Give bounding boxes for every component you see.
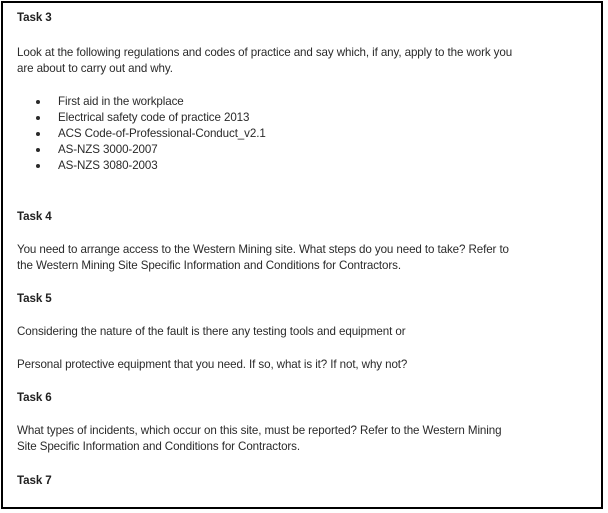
bullet-dot-icon (36, 100, 40, 104)
list-item (17, 94, 577, 110)
bullet-text: Electrical safety code of practice 2013 (58, 111, 250, 124)
task7-heading: Task 7 (17, 474, 52, 487)
bullet-dot-icon (36, 116, 40, 120)
list-item (17, 126, 577, 142)
task4-paragraph-line2: the Western Mining Site Specific Information and Conditions for Contractors. (17, 259, 401, 272)
task3-paragraph-line2: are about to carry out and why. (17, 62, 173, 75)
task3-bullet-list (17, 94, 577, 174)
task3-heading: Task 3 (17, 11, 52, 24)
bullet-text: First aid in the workplace (58, 95, 184, 108)
task5-paragraph1: Considering the nature of the fault is there any testing tools and equipment or (17, 325, 406, 338)
bullet-dot-icon (36, 132, 40, 136)
task6-heading: Task 6 (17, 391, 52, 404)
bullet-text: ACS Code-of-Professional-Conduct_v2.1 (58, 127, 266, 140)
list-item (17, 110, 577, 126)
task5-heading: Task 5 (17, 292, 52, 305)
task5-paragraph2: Personal protective equipment that you need. If so, what is it? If not, why not? (17, 358, 408, 371)
task4-heading: Task 4 (17, 210, 52, 223)
list-item (17, 158, 577, 174)
bullet-dot-icon (36, 164, 40, 168)
list-item (17, 142, 577, 158)
task6-paragraph-line2: Site Specific Information and Conditions for Contractors. (17, 440, 300, 453)
bullet-text: AS-NZS 3080-2003 (58, 159, 158, 172)
task4-paragraph-line1: You need to arrange access to the Western Mining site. What steps do you need to take? Refer to (17, 243, 509, 256)
task6-paragraph-line1: What types of incidents, which occur on this site, must be reported? Refer to the Western Mining (17, 424, 502, 437)
bullet-dot-icon (36, 148, 40, 152)
bullet-text: AS-NZS 3000-2007 (58, 143, 158, 156)
task3-paragraph-line1: Look at the following regulations and codes of practice and say which, if any, apply to the work you (17, 46, 513, 59)
